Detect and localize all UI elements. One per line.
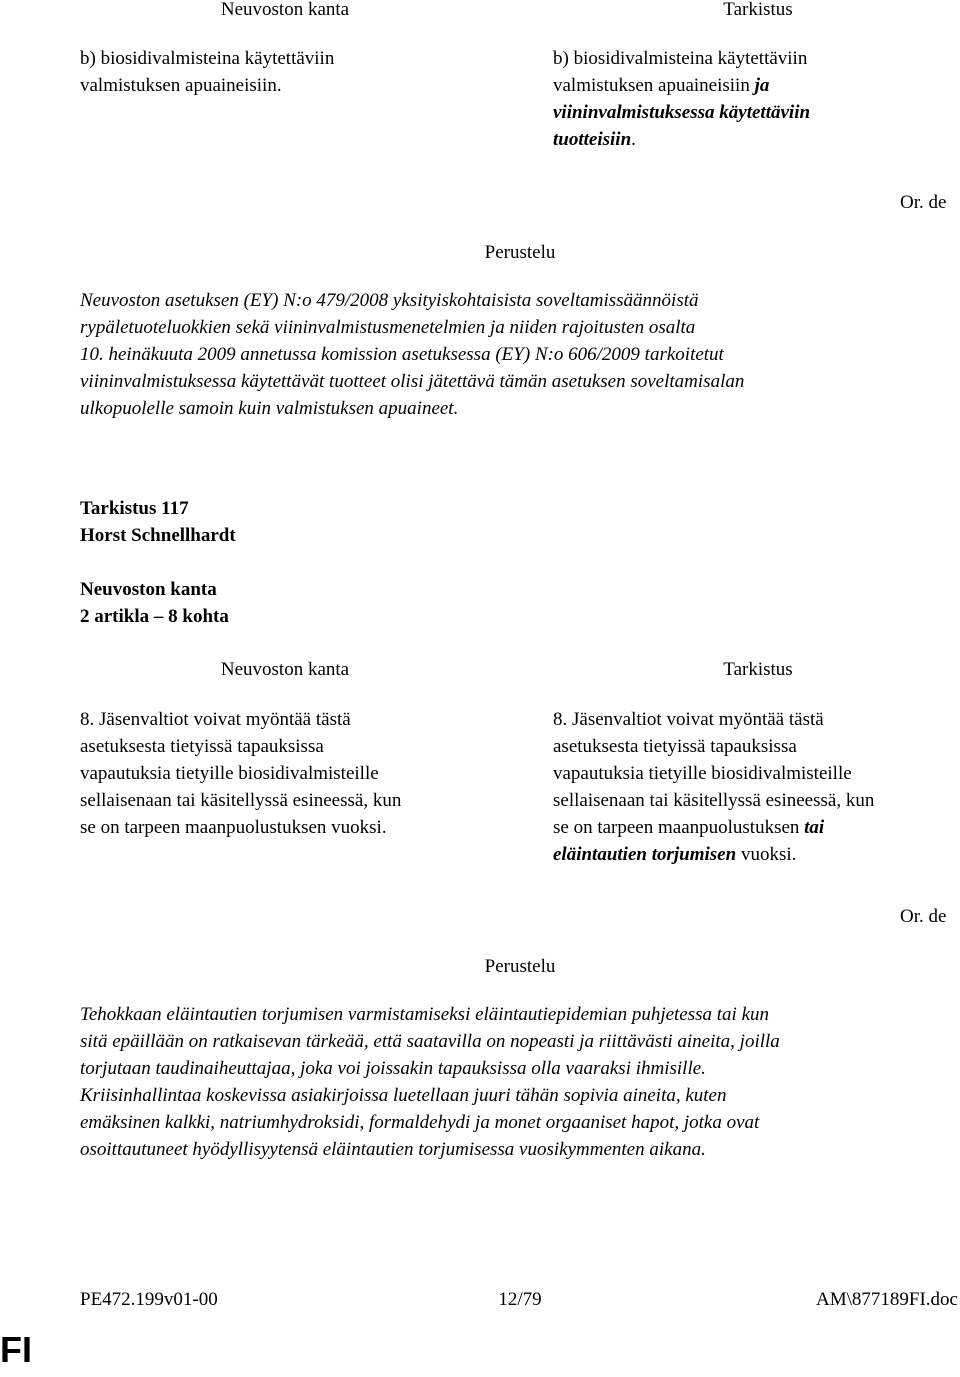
second-left-column-header: Neuvoston kanta (220, 659, 350, 680)
justification-line: 10. heinäkuuta 2009 annetussa komission asetuksessa (EY) N:o 606/2009 tarkoitetut (80, 344, 724, 365)
plain-text: vuoksi. (736, 844, 797, 865)
top-left-line: b) biosidivalmisteina käytettäviin (80, 48, 335, 69)
original-language-label: Or. de (900, 906, 947, 927)
top-left-text (80, 45, 440, 99)
second-left-text (80, 706, 500, 841)
justification-text (80, 287, 940, 422)
amendment-header (80, 495, 580, 549)
second-right-line (553, 814, 953, 841)
top-left-line: valmistuksen apuaineisiin. (80, 75, 282, 96)
second-right-line: sellaisenaan tai käsitellyssä esineessä, kun (553, 790, 875, 811)
second-right-line: 8. Jäsenvaltiot voivat myöntää tästä (553, 709, 824, 730)
amended-text: ja (754, 75, 770, 96)
second-left-line: vapautuksia tietyille biosidivalmisteille (80, 763, 379, 784)
justification-heading: Perustelu (484, 956, 556, 977)
language-code: FI (0, 1329, 32, 1370)
justification-line: sitä epäillään on ratkaisevan tärkeää, että saatavilla on nopeasti ja riittävästi aineita, joilla (80, 1031, 780, 1052)
justification-line: osoittautuneet hyödyllisyytensä eläintautien torjumisessa vuosikymmenten aikana. (80, 1139, 706, 1160)
amendment-reference (80, 576, 580, 630)
top-right-line (553, 126, 953, 153)
top-right-column-header: Tarkistus (723, 0, 793, 20)
amended-text: tai (804, 817, 825, 838)
amendment-position-label: Neuvoston kanta (80, 579, 217, 600)
footer-page-number: 12/79 (498, 1289, 542, 1310)
plain-text: valmistuksen apuaineisiin (553, 75, 755, 96)
amended-text: eläintautien torjumisen (553, 844, 737, 865)
justification-line: viininvalmistuksessa käytettävät tuotteet olisi jätettävä tämän asetuksen soveltamisalan (80, 371, 745, 392)
second-right-line: asetuksesta tietyissä tapauksissa (553, 736, 797, 757)
plain-text: se on tarpeen maanpuolustuksen (553, 817, 805, 838)
justification-line: rypäletuoteluokkien sekä viininvalmistusmenetelmien ja niiden rajoitusten osalta (80, 317, 696, 338)
justification-line: Neuvoston asetuksen (EY) N:o 479/2008 yksityiskohtaisista soveltamissäännöistä (80, 290, 699, 311)
amendment-article: 2 artikla – 8 kohta (80, 606, 229, 627)
justification-heading: Perustelu (484, 242, 556, 263)
plain-text: . (631, 129, 636, 150)
justification-line: ulkopuolelle samoin kuin valmistuksen apuaineet. (80, 398, 459, 419)
second-right-line: vapautuksia tietyille biosidivalmisteille (553, 763, 852, 784)
amendment-author: Horst Schnellhardt (80, 525, 236, 546)
justification-text (80, 1001, 940, 1163)
amendment-title: Tarkistus 117 (80, 498, 189, 519)
second-right-column-header: Tarkistus (723, 659, 793, 680)
justification-line: torjutaan taudinaiheuttajaa, joka voi joissakin tapauksissa olla vaaraksi ihmisille. (80, 1058, 706, 1079)
top-right-line (553, 72, 953, 99)
top-left-column-header: Neuvoston kanta (220, 0, 350, 20)
second-left-line: asetuksesta tietyissä tapauksissa (80, 736, 324, 757)
justification-line: Tehokkaan eläintautien torjumisen varmistamiseksi eläintautiepidemian puhjetessa tai kun (80, 1004, 770, 1025)
justification-line: Kriisinhallintaa koskevissa asiakirjoissa luetellaan juuri tähän sopivia aineita, kuten (80, 1085, 727, 1106)
second-left-line: sellaisenaan tai käsitellyssä esineessä, kun (80, 790, 402, 811)
footer-document-reference: PE472.199v01-00 (80, 1289, 218, 1310)
top-right-line: viininvalmistuksessa käytettäviin (553, 102, 811, 123)
amended-text: tuotteisiin (553, 129, 632, 150)
footer-file-name: AM\877189FI.doc (816, 1289, 958, 1310)
second-left-line: se on tarpeen maanpuolustuksen vuoksi. (80, 817, 387, 838)
second-left-line: 8. Jäsenvaltiot voivat myöntää tästä (80, 709, 351, 730)
original-language-label: Or. de (900, 192, 947, 213)
justification-line: emäksinen kalkki, natriumhydroksidi, formaldehydi ja monet orgaaniset hapot, jotka ovat (80, 1112, 760, 1133)
top-right-text (553, 45, 953, 153)
second-right-text (553, 706, 953, 868)
top-right-line: b) biosidivalmisteina käytettäviin (553, 48, 808, 69)
second-right-line (553, 841, 953, 868)
